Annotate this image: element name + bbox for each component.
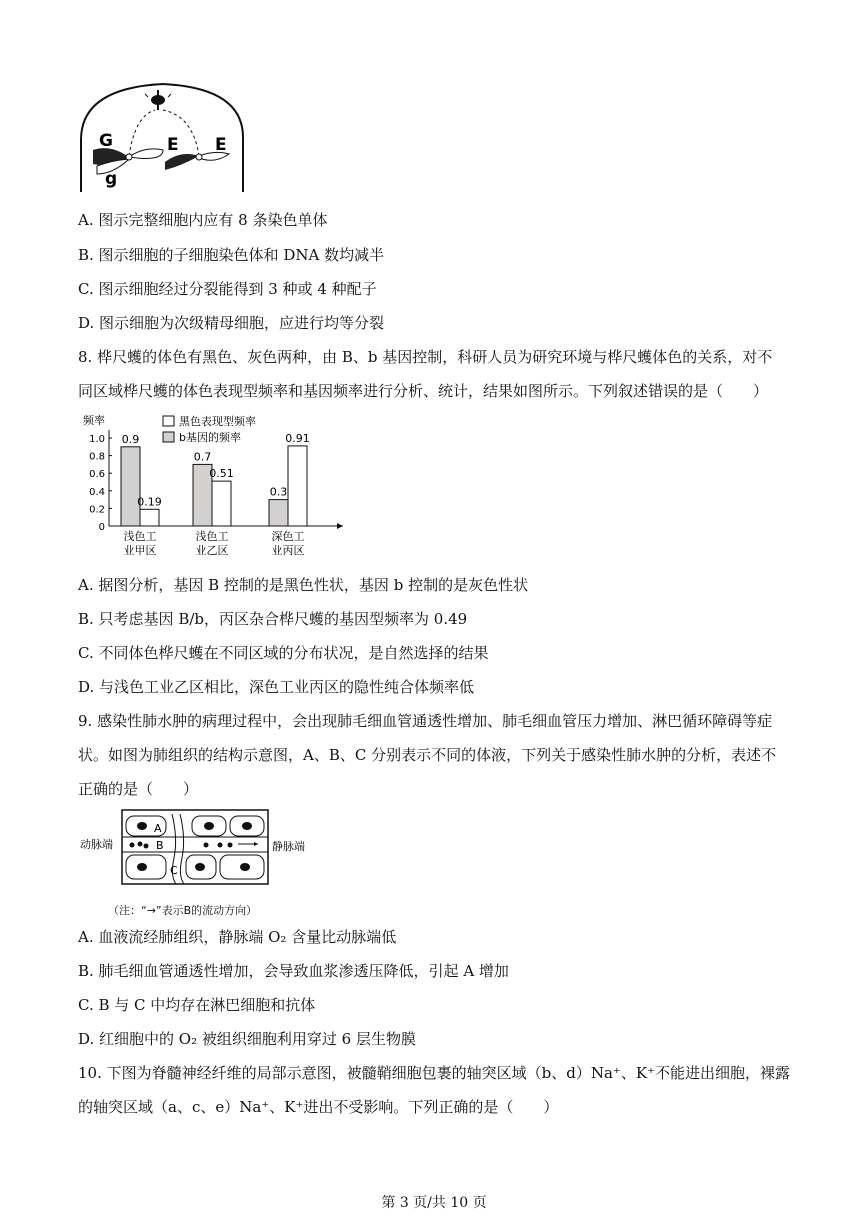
y-axis-label: 频率 <box>83 414 105 427</box>
allele-label-E-left: E <box>167 135 179 155</box>
bar-b-allele <box>269 500 288 526</box>
q9-option-c: C. B 与 C 中均存在淋巴细胞和抗体 <box>78 996 316 1014</box>
y-tick-label: 0.2 <box>89 504 105 516</box>
allele-label-G: G <box>99 131 113 151</box>
bar-value-label: 0.3 <box>269 485 288 499</box>
y-tick-label: 0 <box>98 522 105 533</box>
allele-label-E-right: E <box>215 135 227 155</box>
bar-value-label: 0.9 <box>121 432 140 446</box>
q7-option-b: B. 图示细胞的子细胞染色体和 DNA 数均减半 <box>78 246 385 264</box>
bar-black-phenotype <box>140 509 159 526</box>
allele-label-g: g <box>105 169 118 189</box>
category-label: 浅色工 <box>195 530 229 543</box>
q8-option-c: C. 不同体色桦尺蠖在不同区域的分布状况，是自然选择的结果 <box>78 644 489 662</box>
y-tick-label: 0.8 <box>89 451 105 463</box>
q10-stem-line1: 10. 下图为脊髓神经纤维的局部示意图，被髓鞘细胞包裹的轴突区域（b、d）Na⁺、K⁺不能进出细胞，裸露 <box>78 1064 790 1082</box>
category-label: 业甲区 <box>123 544 157 557</box>
venous-end-label: 静脉端 <box>272 840 305 853</box>
legend-swatch <box>163 432 174 442</box>
legend-label: 黑色表现型频率 <box>179 415 256 428</box>
q8-stem-line1: 8. 桦尺蠖的体色有黑色、灰色两种，由 B、b 基因控制，科研人员为研究环境与桦尺蠖体色的关系，对不 <box>78 348 773 366</box>
q8-bar-chart <box>75 410 355 560</box>
y-tick-label: 0.6 <box>89 469 105 481</box>
q9-figure-note: （注：“→”表示B的流动方向） <box>108 904 258 917</box>
q8-option-a: A. 据图分析，基因 B 控制的是黑色性状，基因 b 控制的是灰色性状 <box>78 576 529 594</box>
category-label: 业乙区 <box>195 544 229 557</box>
bar-black-phenotype <box>288 446 307 526</box>
bar-value-label: 0.51 <box>209 467 234 481</box>
y-tick-label: 1.0 <box>89 434 105 445</box>
q8-stem-line2: 同区域桦尺蠖的体色表现型频率和基因频率进行分析、统计，结果如图所示。下列叙述错误的是（ ） <box>78 382 769 400</box>
q8-option-b: B. 只考虑基因 B/b，丙区杂合桦尺蠖的基因型频率为 0.49 <box>78 610 468 628</box>
q8-option-d: D. 与浅色工业乙区相比，深色工业丙区的隐性纯合体频率低 <box>78 678 475 696</box>
fluid-label-c: C <box>170 864 178 877</box>
legend-swatch <box>163 416 174 426</box>
q9-stem-line3: 正确的是（ ） <box>78 780 199 798</box>
category-label: 浅色工 <box>123 530 157 543</box>
q9-option-a: A. 血液流经肺组织，静脉端 O₂ 含量比动脉端低 <box>78 928 397 946</box>
fluid-label-b: B <box>156 839 164 852</box>
q9-option-d: D. 红细胞中的 O₂ 被组织细胞利用穿过 6 层生物膜 <box>78 1030 416 1048</box>
bar-value-label: 0.19 <box>137 495 162 509</box>
q7-cell-figure <box>75 80 255 195</box>
bar-b-allele <box>121 447 140 526</box>
y-tick-label: 0.4 <box>89 486 105 498</box>
bar-black-phenotype <box>212 481 231 526</box>
bar-value-label: 0.91 <box>285 431 310 445</box>
q9-stem-line2: 状。如图为肺组织的结构示意图，A、B、C 分别表示不同的体液，下列关于感染性肺水肿的分析，表述不 <box>78 746 777 764</box>
legend-label: b基因的频率 <box>179 431 241 444</box>
bar-value-label: 0.7 <box>193 450 212 464</box>
q7-option-d: D. 图示细胞为次级精母细胞，应进行均等分裂 <box>78 314 385 332</box>
fluid-label-a: A <box>154 822 162 835</box>
q7-option-c: C. 图示细胞经过分裂能得到 3 种或 4 种配子 <box>78 280 377 298</box>
q9-option-b: B. 肺毛细血管通透性增加，会导致血浆渗透压降低，引起 A 增加 <box>78 962 509 980</box>
page-footer: 第 3 页/共 10 页 <box>381 1195 487 1211</box>
q7-option-a: A. 图示完整细胞内应有 8 条染色单体 <box>78 211 328 229</box>
category-label: 深色工 <box>271 530 305 543</box>
category-label: 业丙区 <box>271 544 305 557</box>
arterial-end-label: 动脉端 <box>80 838 113 851</box>
q10-stem-line2: 的轴突区域（a、c、e）Na⁺、K⁺进出不受影响。下列正确的是（ ） <box>78 1098 559 1116</box>
x-axis-arrow <box>337 523 343 529</box>
q9-stem-line1: 9. 感染性肺水肿的病理过程中，会出现肺毛细血管通透性增加、肺毛细血管压力增加、淋巴循环障碍等症 <box>78 712 773 730</box>
q9-lung-tissue-figure <box>80 808 320 888</box>
